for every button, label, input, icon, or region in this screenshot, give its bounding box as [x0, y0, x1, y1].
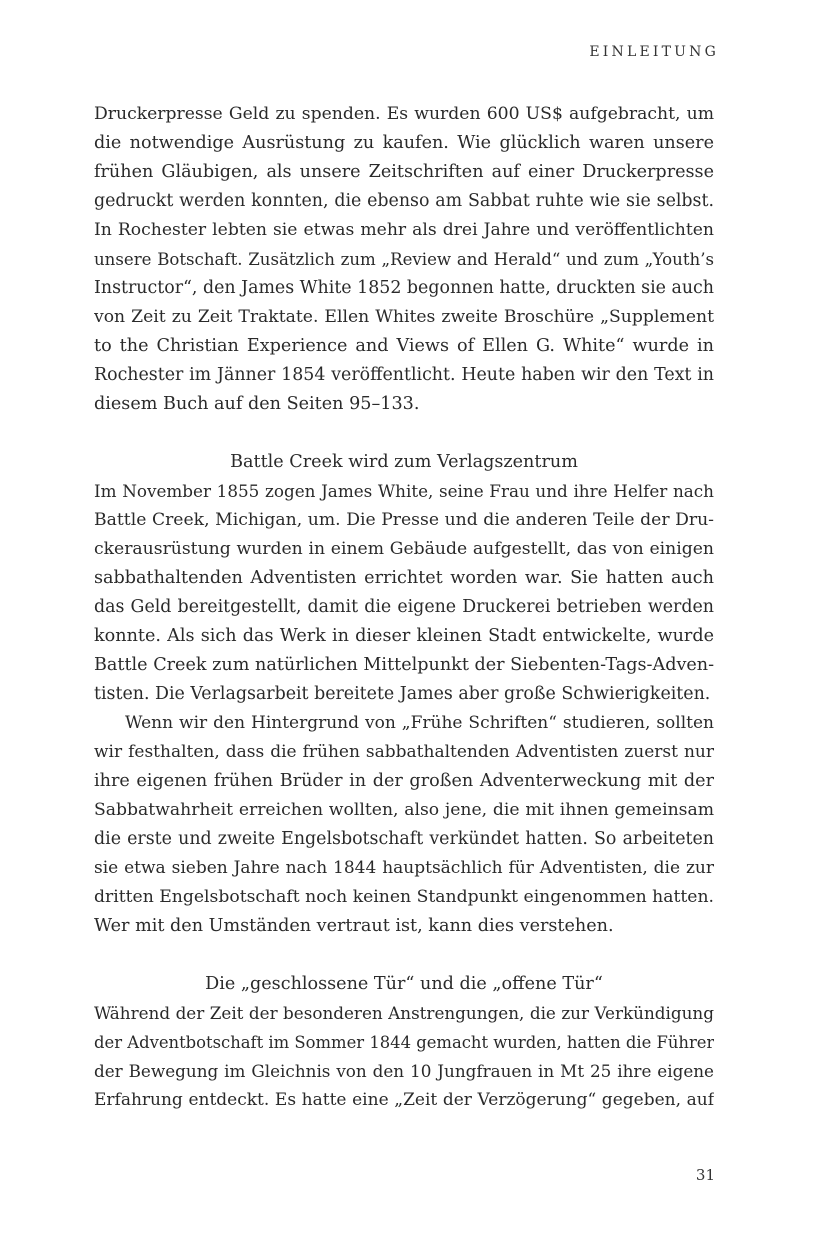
text-line: ckerausrüstung wurden in einem Gebäude aufgestellt, das von einigen: [94, 539, 714, 559]
paragraph: [94, 709, 714, 941]
text-line: frühen Gläubigen, als unsere Zeitschriften auf einer Druckerpresse: [94, 162, 714, 182]
text-line: der Bewegung im Gleichnis von den 10 Jungfrauen in Mt 25 ihre eigene: [94, 1061, 714, 1081]
text-line: ihre eigenen frühen Brüder in der großen Adventerweckung mit der: [94, 771, 714, 791]
paragraph: [94, 100, 714, 419]
paragraph: [94, 999, 714, 1115]
section-heading: Die „geschlossene Tür“ und die „offene Tür“: [205, 974, 603, 994]
text-line: Wer mit den Umständen vertraut ist, kann dies verstehen.: [94, 916, 614, 936]
text-line: tisten. Die Verlagsarbeit bereitete James aber große Schwierigkeiten.: [94, 684, 711, 704]
text-line: von Zeit zu Zeit Traktate. Ellen Whites zweite Broschüre „Supplement: [94, 307, 714, 327]
running-head: EINLEITUNG: [589, 44, 719, 60]
page-number: 31: [695, 1166, 715, 1184]
text-line: Im November 1855 zogen James White, seine Frau und ihre Helfer nach: [94, 481, 714, 501]
text-line: der Adventbotschaft im Sommer 1844 gemacht wurden, hatten die Führer: [94, 1033, 714, 1052]
text-line: konnte. Als sich das Werk in dieser kleinen Stadt entwickelte, wurde: [94, 626, 714, 646]
text-line: Battle Creek, Michigan, um. Die Presse und die anderen Teile der Dru-: [94, 510, 714, 530]
text-line: das Geld bereitgestellt, damit die eigene Druckerei betrieben werden: [94, 597, 714, 617]
text-line: In Rochester lebten sie etwas mehr als drei Jahre und veröffentlichten: [94, 220, 714, 240]
text-line: Erfahrung entdeckt. Es hatte eine „Zeit der Verzögerung“ gegeben, auf: [94, 1090, 714, 1110]
text-line: wir festhalten, dass die frühen sabbathaltenden Adventisten zuerst nur: [94, 742, 714, 762]
text-line: Rochester im Jänner 1854 veröffentlicht. Heute haben wir den Text in: [94, 365, 714, 385]
text-line: Instructor“, den James White 1852 begonnen hatte, druckten sie auch: [94, 278, 714, 298]
text-line: dritten Engelsbotschaft noch keinen Standpunkt eingenommen hatten.: [94, 887, 714, 907]
text-line: sie etwa sieben Jahre nach 1844 hauptsächlich für Adventisten, die zur: [94, 858, 714, 878]
text-line: sabbathaltenden Adventisten errichtet worden war. Sie hatten auch: [94, 568, 714, 588]
text-line: gedruckt werden konnten, die ebenso am Sabbat ruhte wie sie selbst.: [94, 191, 714, 211]
section-heading: Battle Creek wird zum Verlagszentrum: [230, 452, 578, 472]
text-line: Während der Zeit der besonderen Anstrengungen, die zur Verkündigung: [94, 1003, 714, 1023]
text-line: die erste und zweite Engelsbotschaft verkündet hatten. So arbeiteten: [94, 829, 714, 849]
text-line: Sabbatwahrheit erreichen wollten, also jene, die mit ihnen gemeinsam: [94, 800, 714, 820]
text-line: Battle Creek zum natürlichen Mittelpunkt der Siebenten-Tags-Adven-: [94, 655, 714, 675]
body-text: [94, 100, 714, 1115]
text-line: Wenn wir den Hintergrund von „Frühe Schriften“ studieren, sollten: [125, 713, 714, 733]
text-line: diesem Buch auf den Seiten 95–133.: [94, 394, 420, 414]
text-line: to the Christian Experience and Views of Ellen G. White“ wurde in: [94, 336, 714, 356]
text-line: unsere Botschaft. Zusätzlich zum „Review and Herald“ und zum „Youth’s: [94, 250, 714, 269]
paragraph: [94, 477, 714, 709]
text-line: Druckerpresse Geld zu spenden. Es wurden 600 US$ aufgebracht, um: [94, 104, 714, 124]
text-line: die notwendige Ausrüstung zu kaufen. Wie glücklich waren unsere: [94, 133, 714, 153]
